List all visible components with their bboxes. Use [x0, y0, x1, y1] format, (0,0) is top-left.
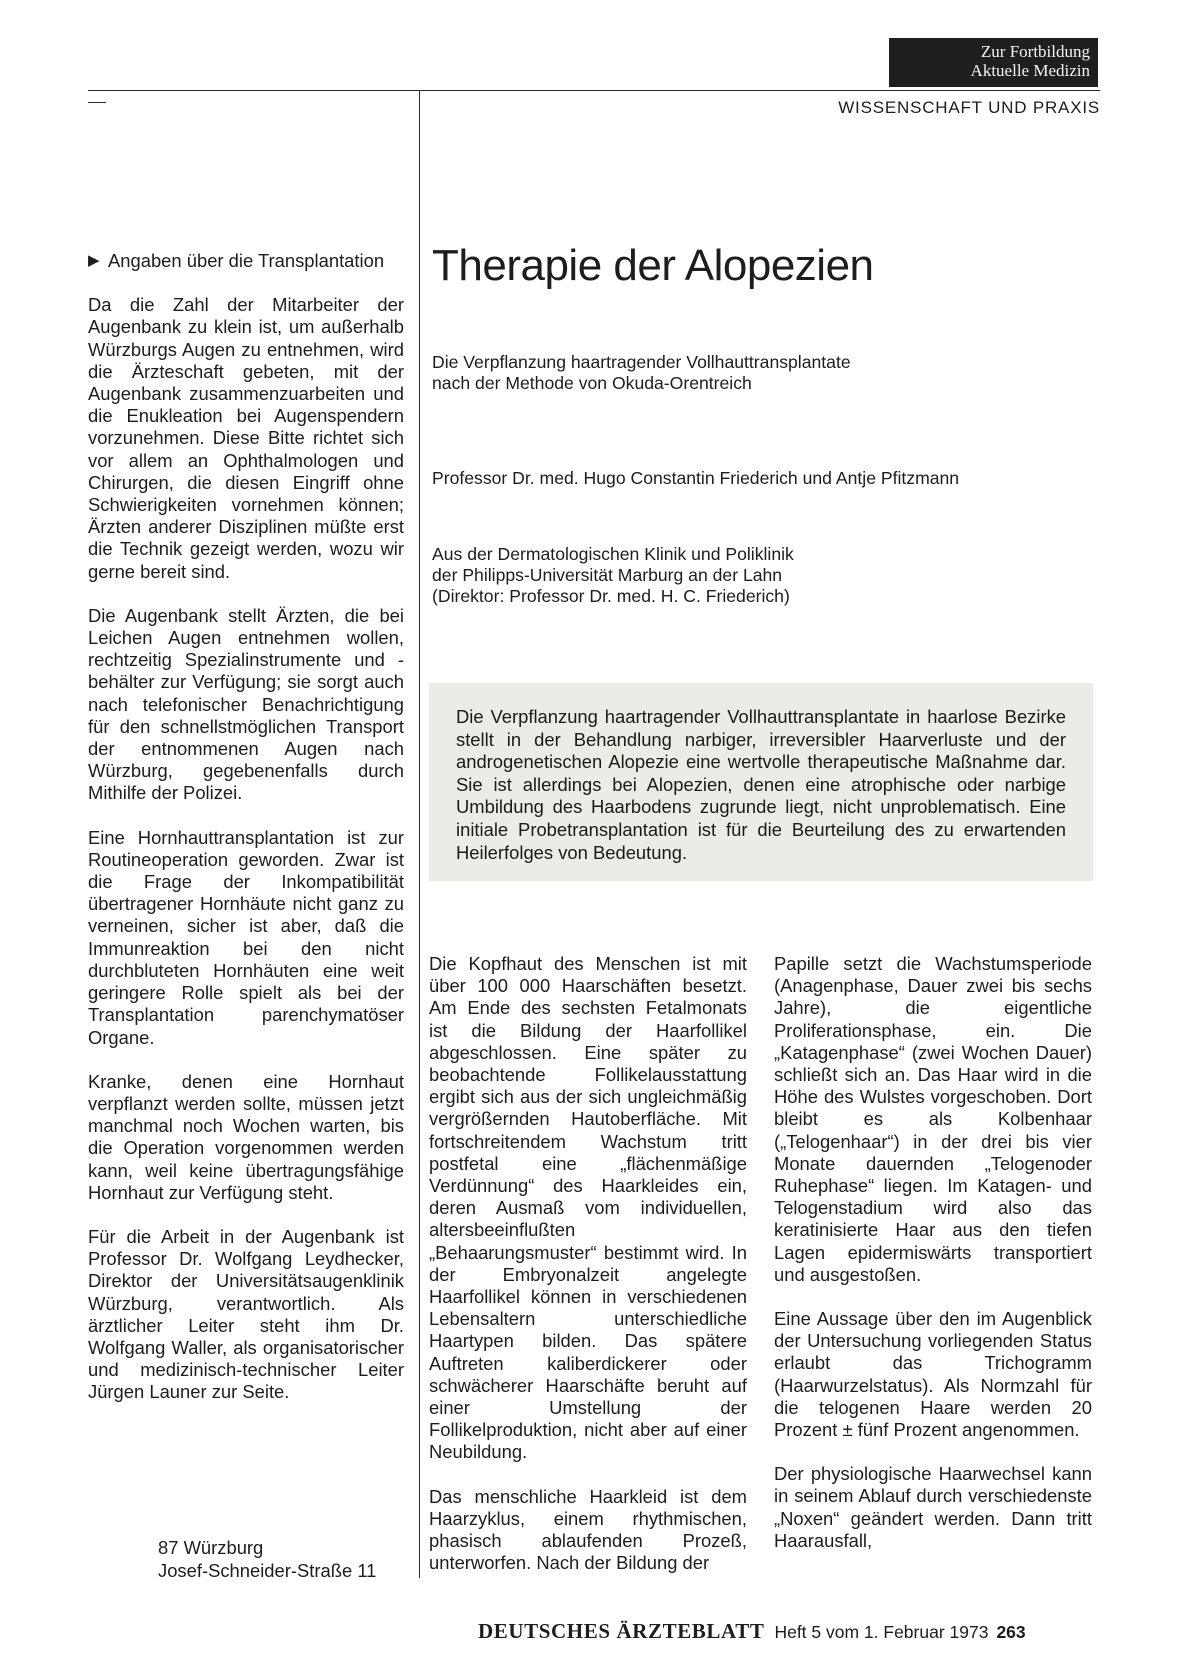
right-paragraph-3: Der physiologische Haarwechsel kann in seinem Ablauf durch verschiedenste „Noxen“ geändert werden. Dann tritt Haarausfall, — [774, 1463, 1092, 1551]
article-affiliation — [432, 544, 794, 607]
middle-paragraph-1: Die Kopfhaut des Menschen ist mit über 100 000 Haarschäften besetzt. Am Ende des sechsten Fetalmonats ist die Bildung der Haarfollikel abgeschlossen. Eine später zu beobachtende Follikelausstattung ergibt sich aus der sich ungleichmäßig vergrößernden Hautoberfläche. Mit fortschreitendem Wachstum tritt postfetal eine „flächenmäßige Verdünnung“ des Haarkleides ein, deren Ausmaß vom individuellen, altersbeeinflußten „Behaarungsmuster“ bestimmt wird. In der Embryonalzeit angelegte Haarfollikel können in verschiedenen Lebensaltern unterschiedliche Haartypen bilden. Das spätere Auftreten kaliberdickerer oder schwächerer Haarschäfte beruht auf einer Umstellung der Follikelproduktion, nicht aber auf einer Neubildung. — [429, 953, 747, 1463]
article-subtitle — [432, 352, 851, 394]
column-rule — [419, 90, 420, 1578]
section-label: WISSENSCHAFT UND PRAXIS — [838, 98, 1100, 117]
page-number: 263 — [996, 1622, 1026, 1642]
affiliation-line-1: Aus der Dermatologischen Klinik und Poliklinik — [432, 544, 794, 564]
bullet-text: Angaben über die Transplantation — [108, 250, 385, 271]
subtitle-line-2: nach der Methode von Okuda-Orentreich — [432, 373, 752, 393]
article-authors: Professor Dr. med. Hugo Constantin Friederich und Antje Pfitzmann — [432, 468, 960, 488]
bullet-arrow-icon: ▶ — [88, 252, 100, 269]
middle-column — [429, 953, 747, 1574]
article-title: Therapie der Alopezien — [432, 241, 874, 290]
affiliation-line-3: (Direktor: Professor Dr. med. H. C. Friederich) — [432, 586, 790, 606]
address-line-1: 87 Würzburg — [158, 1537, 264, 1558]
badge-line-1: Zur Fortbildung — [980, 42, 1090, 61]
subtitle-line-1: Die Verpflanzung haartragender Vollhauttransplantate — [432, 352, 851, 372]
affiliation-line-2: der Philipps-Universität Marburg an der Lahn — [432, 565, 783, 585]
right-column — [774, 953, 1092, 1552]
right-paragraph-2: Eine Aussage über den im Augenblick der Untersuchung vorliegenden Status erlaubt das Trichogramm (Haarwurzelstatus). Als Normzahl für die telogenen Haare werden 20 Prozent ± fünf Prozent angenommen. — [774, 1308, 1092, 1441]
left-paragraph-1: Da die Zahl der Mitarbeiter der Augenbank zu klein ist, um außerhalb Würzburgs Augen zu entnehmen, wird die Ärzteschaft gebeten, mit der Augenbank zusammenzuarbeiten und die Enukleation bei Augenspendern vorzunehmen. Diese Bitte richtet sich vor allem an Ophthalmologen und Chirurgen, die diesen Eingriff ohne Schwierigkeiten vornehmen können; Ärzten anderer Disziplinen müßte erst die Technik gezeigt werden, wozu wir gerne bereit sind. — [88, 294, 404, 582]
left-column — [88, 250, 404, 1404]
page-footer — [478, 1619, 1026, 1644]
address-line-2: Josef-Schneider-Straße 11 — [158, 1559, 377, 1581]
left-paragraph-3: Eine Hornhauttransplantation ist zur Routineoperation geworden. Zwar ist die Frage der Inkompatibilität übertragener Hornhäute nicht ganz zu verneinen, sicher ist aber, daß die Immunreaktion bei den nicht durchbluteten Hornhäuten eine weit geringere Rolle spielt als bei der Transplantation parenchymatöser Organe. — [88, 826, 404, 1048]
left-paragraph-5: Für die Arbeit in der Augenbank ist Professor Dr. Wolfgang Leydhecker, Direktor der Universitätsaugenklinik Würzburg, verantwortlich. Als ärztlicher Leiter steht ihm Dr. Wolfgang Waller, als organisatorischer und medizinisch-technischer Leiter Jürgen Launer zur Seite. — [88, 1225, 404, 1403]
middle-paragraph-2: Das menschliche Haarkleid ist dem Haarzyklus, einem rhythmischen, phasisch ablaufenden Prozeß, unterworfen. Nach der Bildung der — [429, 1485, 747, 1574]
bullet-item — [88, 250, 404, 272]
right-paragraph-1: Papille setzt die Wachstumsperiode (Anagenphase, Dauer zwei bis sechs Jahre), die eigentliche Proliferationsphase, ein. Die „Katagenphase“ (zwei Wochen Dauer) schließt sich an. Das Haar wird in die Höhe des Wulstes vorgeschoben. Dort bleibt es als Kolbenhaar („Telogenhaar“) in der drei bis vier Monate dauernden „Telogenoder Ruhephase“ liegen. Im Katagen- und Telogenstadium wird also das keratinisierte Haar aus den tiefen Lagen epidermiswärts transportiert und ausgestoßen. — [774, 953, 1092, 1285]
abstract-text: Die Verpflanzung haartragender Vollhauttransplantate in haarlose Bezirke stellt in der Behandlung narbiger, irreversibler Haarverluste und der androgenetischen Alopezie eine wertvolle therapeutische Maßnahme dar. Sie ist allerdings bei Alopezien, denen eine atrophische oder narbige Umbildung des Haarbodens zugrunde liegt, nicht unproblematisch. Eine initiale Probetransplantation ist für die Beurteilung des zu erwartenden Heilerfolges von Bedeutung. — [456, 706, 1066, 863]
address — [158, 1537, 376, 1582]
header-rule — [88, 90, 1100, 91]
journal-name: DEUTSCHES ÄRZTEBLATT — [478, 1619, 765, 1643]
issue-info: Heft 5 vom 1. Februar 1973 — [774, 1622, 989, 1642]
header-rule-mark — [88, 102, 106, 103]
section-badge — [889, 38, 1098, 87]
badge-line-2: Aktuelle Medizin — [970, 61, 1090, 80]
left-paragraph-4: Kranke, denen eine Hornhaut verpflanzt werden sollte, müssen jetzt manchmal noch Wochen warten, bis die Operation vorgenommen werden kann, weil keine übertragungsfähige Hornhaut zur Verfügung steht. — [88, 1070, 404, 1203]
left-paragraph-2: Die Augenbank stellt Ärzten, die bei Leichen Augen entnehmen wollen, rechtzeitig Spezialinstrumente und -behälter zur Verfügung; sie sorgt auch nach telefonischer Benachrichtigung für den schnellstmöglichen Transport der entnommenen Augen nach Würzburg, gegebenenfalls durch Mithilfe der Polizei. — [88, 604, 404, 804]
